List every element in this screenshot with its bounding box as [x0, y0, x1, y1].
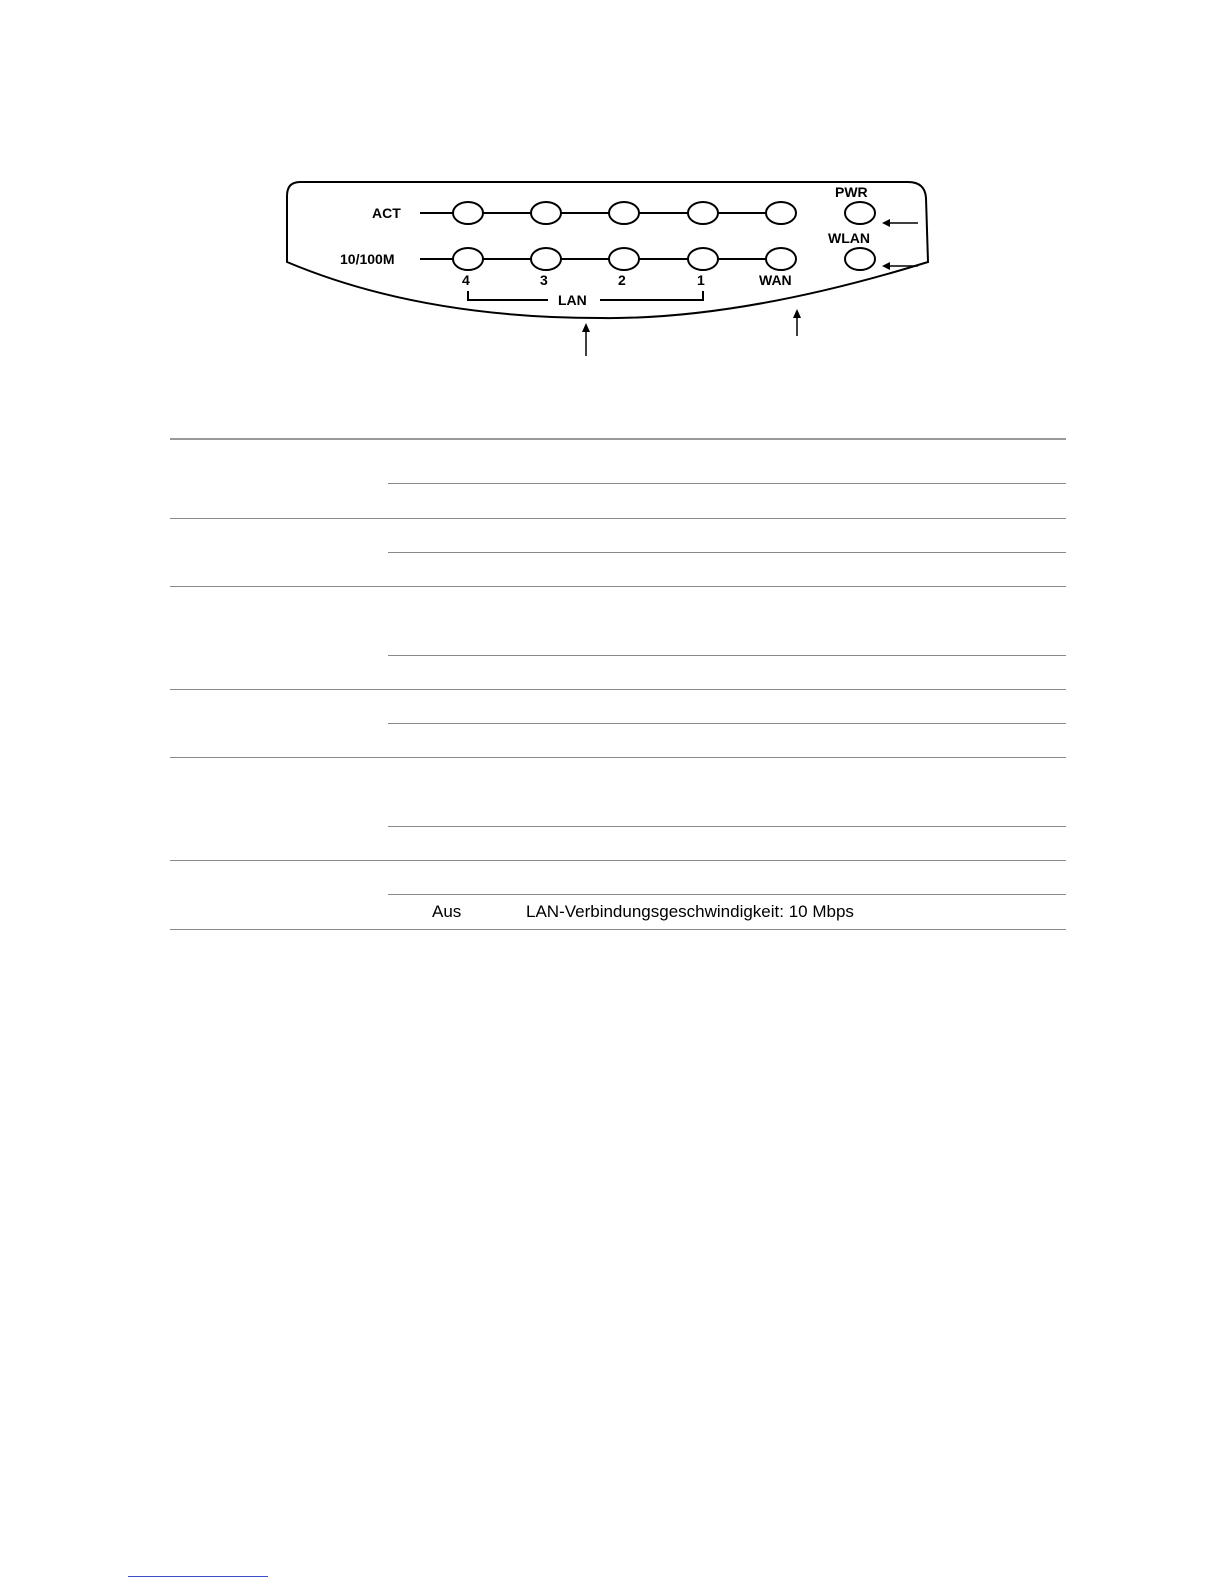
table-group-divider [170, 689, 1066, 690]
table-row-divider [388, 483, 1066, 484]
wan-label: WAN [759, 272, 792, 288]
port-number-2: 2 [618, 272, 626, 288]
wlan-label: WLAN [828, 230, 870, 246]
last-row-description: LAN-Verbindungsgeschwindigkeit: 10 Mbps [526, 902, 854, 921]
table-row-divider [388, 826, 1066, 827]
act-row-label: ACT [372, 205, 401, 221]
last-row-status: Aus [432, 902, 462, 921]
lan-group-label: LAN [558, 292, 587, 308]
table-group-divider [170, 860, 1066, 861]
port-number-1: 1 [697, 272, 705, 288]
table-row-divider [388, 894, 1066, 895]
speed-row-label: 10/100M [340, 251, 395, 267]
table-row-divider [388, 723, 1066, 724]
table-bottom-rule [170, 929, 1066, 930]
table-group-divider [170, 518, 1066, 519]
table-top-rule [170, 438, 1066, 440]
port-number-3: 3 [540, 272, 548, 288]
table-group-divider [170, 757, 1066, 758]
footer-link-underline[interactable] [128, 1576, 268, 1577]
table-row-divider [388, 655, 1066, 656]
port-number-4: 4 [462, 272, 470, 288]
table-group-divider [170, 586, 1066, 587]
power-label: PWR [835, 184, 868, 200]
table-row-divider [388, 552, 1066, 553]
